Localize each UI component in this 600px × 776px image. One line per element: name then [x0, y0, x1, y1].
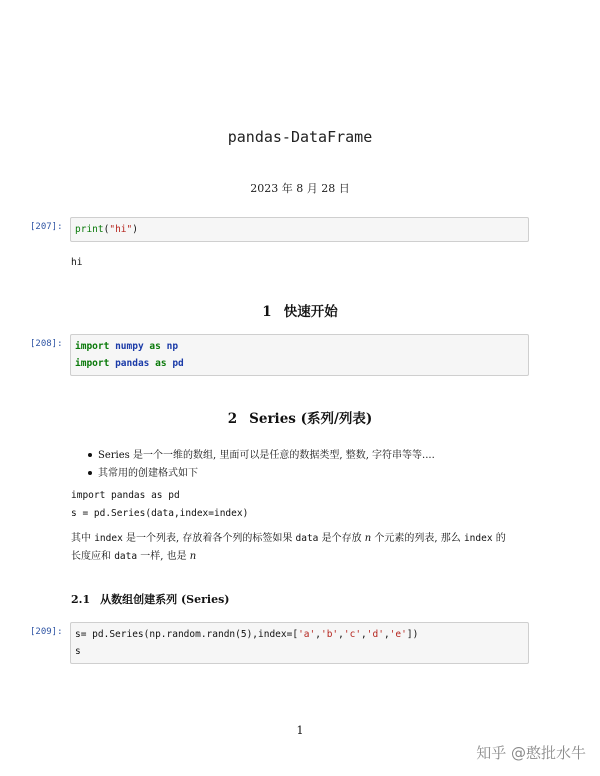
paragraph-line: [71, 548, 531, 566]
code-token: 'b': [320, 629, 339, 640]
code-line: [75, 626, 524, 643]
bullet-dot-icon: [88, 453, 92, 457]
text-run: 其中: [71, 533, 95, 544]
bullet-text: Series 是一个一维的数组, 里面可以是任意的数据类型, 整数, 字符串等等....: [98, 450, 435, 461]
cell-output-207: hi: [71, 257, 83, 268]
code-line: [75, 221, 524, 238]
bullet-text: 其常用的创建格式如下: [98, 468, 198, 479]
document-title: pandas-DataFrame: [227, 128, 373, 146]
code-token: ,: [338, 629, 344, 640]
inline-code: index: [463, 533, 493, 544]
section-heading-1: [0, 300, 600, 320]
document-date: 2023 年 8 月 28 日: [250, 182, 350, 195]
cell-prompt-209: [209]:: [30, 627, 63, 637]
bullet-item: [88, 464, 198, 479]
inline-code: index: [94, 533, 123, 544]
text-run: 长度应和: [71, 551, 115, 562]
code-token: "hi": [109, 224, 133, 235]
subsection-heading-2-1: [71, 591, 230, 607]
inline-code: data: [114, 551, 138, 562]
text-run: 是个存放: [318, 533, 365, 544]
code-token: 'a': [298, 629, 316, 640]
code-cell-209[interactable]: [70, 622, 529, 664]
section-title: 快速开始: [283, 304, 338, 320]
code-token: ,: [315, 629, 321, 640]
code-line: s: [75, 646, 81, 657]
code-line: [75, 338, 524, 355]
math-var: n: [189, 551, 197, 562]
code-token: ): [132, 224, 138, 235]
section-number: 2.1: [71, 593, 91, 606]
code-token: as: [149, 341, 161, 352]
section-number: 2: [227, 411, 238, 427]
code-token: s= pd.Series(np.random.randn(5),index=[: [75, 629, 299, 640]
text-run: 一样, 也是: [137, 551, 190, 562]
code-token: numpy: [115, 341, 144, 352]
code-token: ]): [406, 629, 419, 640]
section-title: Series (系列/列表): [249, 411, 373, 427]
section-title: 从数组创建系列 (Series): [100, 593, 230, 606]
code-example-line: s = pd.Series(data,index=index): [71, 508, 249, 519]
watermark: 知乎 @憨批水牛: [476, 744, 586, 762]
code-token: as: [155, 358, 167, 369]
code-token: ,: [383, 629, 390, 640]
code-token: import: [75, 358, 110, 369]
code-token: pandas: [115, 358, 150, 369]
code-token: ,: [361, 629, 367, 640]
code-line: [75, 355, 524, 372]
cell-prompt-208: [208]:: [30, 339, 63, 349]
bullet-dot-icon: [88, 471, 92, 475]
inline-code: data: [295, 533, 319, 544]
math-var: n: [364, 533, 372, 544]
code-token: np: [166, 341, 179, 352]
paragraph-line: [71, 530, 531, 548]
code-token: pd: [172, 358, 184, 369]
code-token: (: [103, 224, 110, 235]
code-token: import: [75, 341, 110, 352]
code-example-line: import pandas as pd: [71, 490, 180, 501]
paragraph: [71, 530, 531, 566]
code-token: 'e': [389, 629, 407, 640]
code-token: 'd': [366, 629, 384, 640]
code-token: print: [75, 224, 104, 235]
bullet-item: [88, 446, 435, 461]
text-run: 的: [492, 533, 506, 544]
section-heading-2: [0, 407, 600, 427]
code-token: 'c': [343, 629, 362, 640]
cell-prompt-207: [207]:: [30, 222, 63, 232]
code-cell-207[interactable]: [70, 217, 529, 242]
text-run: 个元素的列表, 那么: [371, 533, 464, 544]
code-cell-208[interactable]: [70, 334, 529, 376]
page-number: 1: [296, 724, 304, 737]
section-number: 1: [262, 304, 272, 320]
text-run: 是一个列表, 存放着各个列的标签如果: [122, 533, 296, 544]
